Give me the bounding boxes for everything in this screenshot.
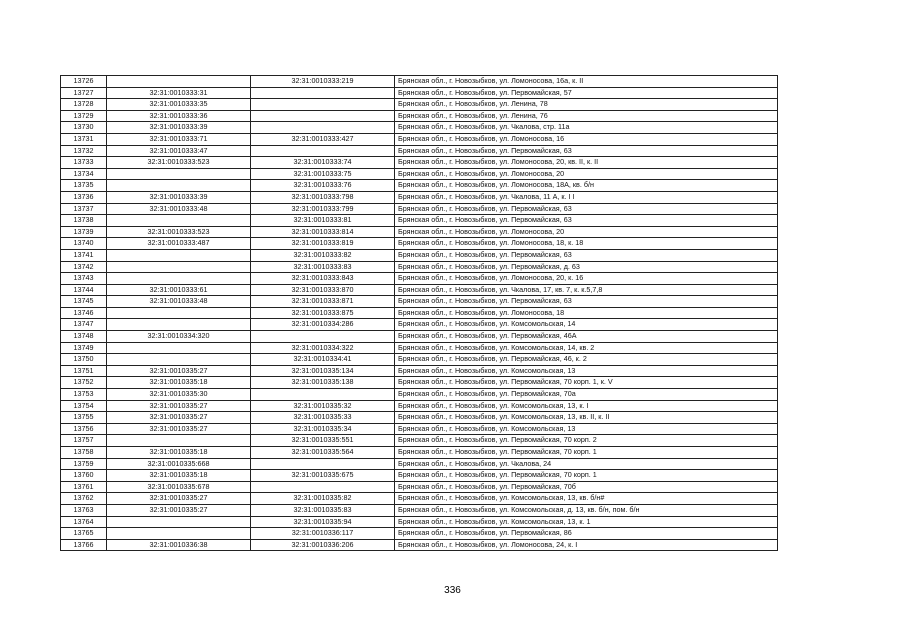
row-number-cell: 13727 [61, 87, 107, 99]
row-number-cell: 13735 [61, 180, 107, 192]
address-cell: Брянская обл., г. Новозыбков, ул. Первомайская, 46, к. 2 [395, 354, 778, 366]
land-cadastral-number-cell: 32:31:0010333:47 [107, 145, 251, 157]
building-cadastral-number-cell [251, 145, 395, 157]
address-cell: Брянская обл., г. Новозыбков, ул. Комсомольская, 13, к. 1 [395, 516, 778, 528]
row-number-cell: 13731 [61, 133, 107, 145]
building-cadastral-number-cell: 32:31:0010335:33 [251, 412, 395, 424]
land-cadastral-number-cell: 32:31:0010335:18 [107, 470, 251, 482]
address-cell: Брянская обл., г. Новозыбков, ул. Первомайская, 63 [395, 145, 778, 157]
building-cadastral-number-cell [251, 87, 395, 99]
table-row [61, 423, 778, 435]
land-cadastral-number-cell: 32:31:0010333:48 [107, 296, 251, 308]
row-number-cell: 13743 [61, 273, 107, 285]
building-cadastral-number-cell: 32:31:0010333:875 [251, 307, 395, 319]
row-number-cell: 13749 [61, 342, 107, 354]
building-cadastral-number-cell: 32:31:0010333:76 [251, 180, 395, 192]
row-number-cell: 13734 [61, 168, 107, 180]
table-row [61, 76, 778, 88]
address-cell: Брянская обл., г. Новозыбков, ул. Комсомольская, 14 [395, 319, 778, 331]
table-row [61, 226, 778, 238]
address-cell: Брянская обл., г. Новозыбков, ул. Первомайская, 70 корп. 2 [395, 435, 778, 447]
land-cadastral-number-cell: 32:31:0010333:487 [107, 238, 251, 250]
land-cadastral-number-cell: 32:31:0010333:31 [107, 87, 251, 99]
table-row [61, 99, 778, 111]
land-cadastral-number-cell: 32:31:0010333:48 [107, 203, 251, 215]
address-cell: Брянская обл., г. Новозыбков, ул. Комсомольская, 13, к. I [395, 400, 778, 412]
building-cadastral-number-cell: 32:31:0010333:81 [251, 215, 395, 227]
table-row [61, 400, 778, 412]
building-cadastral-number-cell: 32:31:0010333:843 [251, 273, 395, 285]
table-row [61, 504, 778, 516]
address-cell: Брянская обл., г. Новозыбков, ул. Ломоносова, 16а, к. II [395, 76, 778, 88]
land-cadastral-number-cell [107, 273, 251, 285]
land-cadastral-number-cell: 32:31:0010335:27 [107, 365, 251, 377]
land-cadastral-number-cell: 32:31:0010333:39 [107, 122, 251, 134]
row-number-cell: 13753 [61, 389, 107, 401]
address-cell: Брянская обл., г. Новозыбков, ул. Комсомольская, 14, кв. 2 [395, 342, 778, 354]
table-row [61, 412, 778, 424]
row-number-cell: 13758 [61, 447, 107, 459]
building-cadastral-number-cell [251, 99, 395, 111]
building-cadastral-number-cell: 32:31:0010335:134 [251, 365, 395, 377]
building-cadastral-number-cell: 32:31:0010333:798 [251, 191, 395, 203]
row-number-cell: 13757 [61, 435, 107, 447]
address-cell: Брянская обл., г. Новозыбков, ул. Ломоносова, 20, кв. II, к. II [395, 157, 778, 169]
land-cadastral-number-cell: 32:31:0010333:523 [107, 226, 251, 238]
row-number-cell: 13766 [61, 539, 107, 551]
land-cadastral-number-cell: 32:31:0010335:27 [107, 412, 251, 424]
table-row [61, 87, 778, 99]
table-row [61, 122, 778, 134]
row-number-cell: 13763 [61, 504, 107, 516]
table-row [61, 203, 778, 215]
table-row [61, 238, 778, 250]
address-cell: Брянская обл., г. Новозыбков, ул. Ломоносова, 18 [395, 307, 778, 319]
address-cell: Брянская обл., г. Новозыбков, ул. Ломоносова, 20 [395, 226, 778, 238]
land-cadastral-number-cell [107, 307, 251, 319]
table-row [61, 539, 778, 551]
building-cadastral-number-cell: 32:31:0010333:427 [251, 133, 395, 145]
row-number-cell: 13730 [61, 122, 107, 134]
address-cell: Брянская обл., г. Новозыбков, ул. Ломоносова, 16 [395, 133, 778, 145]
building-cadastral-number-cell: 32:31:0010335:34 [251, 423, 395, 435]
table-row [61, 342, 778, 354]
address-cell: Брянская обл., г. Новозыбков, ул. Ломоносова, 20 [395, 168, 778, 180]
land-cadastral-number-cell: 32:31:0010335:18 [107, 447, 251, 459]
property-register-table [60, 75, 778, 551]
building-cadastral-number-cell: 32:31:0010333:814 [251, 226, 395, 238]
table-row [61, 389, 778, 401]
table-row [61, 365, 778, 377]
building-cadastral-number-cell: 32:31:0010333:870 [251, 284, 395, 296]
address-cell: Брянская обл., г. Новозыбков, ул. Первомайская, 63 [395, 296, 778, 308]
address-cell: Брянская обл., г. Новозыбков, ул. Чкалова, стр. 11а [395, 122, 778, 134]
row-number-cell: 13733 [61, 157, 107, 169]
land-cadastral-number-cell [107, 319, 251, 331]
table-row [61, 261, 778, 273]
table-row [61, 273, 778, 285]
land-cadastral-number-cell: 32:31:0010335:27 [107, 400, 251, 412]
row-number-cell: 13728 [61, 99, 107, 111]
land-cadastral-number-cell [107, 215, 251, 227]
table-row [61, 110, 778, 122]
address-cell: Брянская обл., г. Новозыбков, ул. Первомайская, 63 [395, 203, 778, 215]
building-cadastral-number-cell: 32:31:0010335:32 [251, 400, 395, 412]
address-cell: Брянская обл., г. Новозыбков, ул. Первомайская, 46А [395, 331, 778, 343]
row-number-cell: 13746 [61, 307, 107, 319]
table-row [61, 331, 778, 343]
table-row [61, 470, 778, 482]
row-number-cell: 13751 [61, 365, 107, 377]
land-cadastral-number-cell: 32:31:0010335:27 [107, 423, 251, 435]
building-cadastral-number-cell: 32:31:0010333:82 [251, 249, 395, 261]
row-number-cell: 13748 [61, 331, 107, 343]
address-cell: Брянская обл., г. Новозыбков, ул. Первомайская, 57 [395, 87, 778, 99]
building-cadastral-number-cell [251, 481, 395, 493]
building-cadastral-number-cell: 32:31:0010334:322 [251, 342, 395, 354]
building-cadastral-number-cell: 32:31:0010335:94 [251, 516, 395, 528]
table-row [61, 168, 778, 180]
table-row [61, 215, 778, 227]
table-row [61, 447, 778, 459]
address-cell: Брянская обл., г. Новозыбков, ул. Комсомольская, 13, кв. II, к. II [395, 412, 778, 424]
building-cadastral-number-cell: 32:31:0010333:75 [251, 168, 395, 180]
building-cadastral-number-cell [251, 331, 395, 343]
table-row [61, 145, 778, 157]
building-cadastral-number-cell: 32:31:0010336:206 [251, 539, 395, 551]
building-cadastral-number-cell: 32:31:0010336:117 [251, 528, 395, 540]
building-cadastral-number-cell: 32:31:0010334:41 [251, 354, 395, 366]
building-cadastral-number-cell: 32:31:0010333:74 [251, 157, 395, 169]
table-row [61, 296, 778, 308]
row-number-cell: 13750 [61, 354, 107, 366]
address-cell: Брянская обл., г. Новозыбков, ул. Ломоносова, 18, к. 18 [395, 238, 778, 250]
address-cell: Брянская обл., г. Новозыбков, ул. Комсомольская, 13 [395, 423, 778, 435]
row-number-cell: 13765 [61, 528, 107, 540]
land-cadastral-number-cell: 32:31:0010333:61 [107, 284, 251, 296]
land-cadastral-number-cell: 32:31:0010333:35 [107, 99, 251, 111]
address-cell: Брянская обл., г. Новозыбков, ул. Комсомольская, 13, кв. б/н# [395, 493, 778, 505]
building-cadastral-number-cell: 32:31:0010333:799 [251, 203, 395, 215]
land-cadastral-number-cell: 32:31:0010335:668 [107, 458, 251, 470]
table-row [61, 516, 778, 528]
address-cell: Брянская обл., г. Новозыбков, ул. Чкалова, 11 А, к. I I [395, 191, 778, 203]
row-number-cell: 13739 [61, 226, 107, 238]
address-cell: Брянская обл., г. Новозыбков, ул. Первомайская, 63 [395, 215, 778, 227]
building-cadastral-number-cell: 32:31:0010335:564 [251, 447, 395, 459]
table-body [61, 76, 778, 551]
land-cadastral-number-cell: 32:31:0010336:38 [107, 539, 251, 551]
row-number-cell: 13738 [61, 215, 107, 227]
table-row [61, 481, 778, 493]
land-cadastral-number-cell [107, 180, 251, 192]
land-cadastral-number-cell [107, 261, 251, 273]
address-cell: Брянская обл., г. Новозыбков, ул. Первомайская, 70б [395, 481, 778, 493]
address-cell: Брянская обл., г. Новозыбков, ул. Первомайская, 70 корп. 1 [395, 470, 778, 482]
row-number-cell: 13729 [61, 110, 107, 122]
table-row [61, 157, 778, 169]
row-number-cell: 13745 [61, 296, 107, 308]
land-cadastral-number-cell: 32:31:0010335:18 [107, 377, 251, 389]
address-cell: Брянская обл., г. Новозыбков, ул. Чкалова, 24 [395, 458, 778, 470]
address-cell: Брянская обл., г. Новозыбков, ул. Ломоносова, 24, к. I [395, 539, 778, 551]
row-number-cell: 13761 [61, 481, 107, 493]
land-cadastral-number-cell: 32:31:0010333:39 [107, 191, 251, 203]
address-cell: Брянская обл., г. Новозыбков, ул. Комсомольская, д. 13, кв. б/н, пом. б/н [395, 504, 778, 516]
table-row [61, 249, 778, 261]
address-cell: Брянская обл., г. Новозыбков, ул. Чкалова, 17, кв. 7, к. к.5,7,8 [395, 284, 778, 296]
row-number-cell: 13756 [61, 423, 107, 435]
land-cadastral-number-cell [107, 516, 251, 528]
land-cadastral-number-cell: 32:31:0010333:36 [107, 110, 251, 122]
table-row [61, 377, 778, 389]
land-cadastral-number-cell [107, 249, 251, 261]
row-number-cell: 13762 [61, 493, 107, 505]
address-cell: Брянская обл., г. Новозыбков, ул. Первомайская, 70 корп. 1 [395, 447, 778, 459]
row-number-cell: 13740 [61, 238, 107, 250]
table-row [61, 191, 778, 203]
land-cadastral-number-cell: 32:31:0010334:320 [107, 331, 251, 343]
table-row [61, 307, 778, 319]
building-cadastral-number-cell: 32:31:0010335:138 [251, 377, 395, 389]
address-cell: Брянская обл., г. Новозыбков, ул. Первомайская, 70а [395, 389, 778, 401]
table-row [61, 435, 778, 447]
land-cadastral-number-cell [107, 168, 251, 180]
address-cell: Брянская обл., г. Новозыбков, ул. Ломоносова, 18А, кв. б/н [395, 180, 778, 192]
building-cadastral-number-cell: 32:31:0010333:871 [251, 296, 395, 308]
land-cadastral-number-cell: 32:31:0010333:71 [107, 133, 251, 145]
row-number-cell: 13726 [61, 76, 107, 88]
address-cell: Брянская обл., г. Новозыбков, ул. Первомайская, 63 [395, 249, 778, 261]
building-cadastral-number-cell: 32:31:0010333:819 [251, 238, 395, 250]
table-row [61, 493, 778, 505]
address-cell: Брянская обл., г. Новозыбков, ул. Ленина, 78 [395, 99, 778, 111]
land-cadastral-number-cell [107, 435, 251, 447]
address-cell: Брянская обл., г. Новозыбков, ул. Первомайская, д. 63 [395, 261, 778, 273]
row-number-cell: 13737 [61, 203, 107, 215]
row-number-cell: 13732 [61, 145, 107, 157]
building-cadastral-number-cell [251, 122, 395, 134]
land-cadastral-number-cell: 32:31:0010333:523 [107, 157, 251, 169]
row-number-cell: 13742 [61, 261, 107, 273]
table-row [61, 458, 778, 470]
address-cell: Брянская обл., г. Новозыбков, ул. Первомайская, 70 корп. 1, к. V [395, 377, 778, 389]
row-number-cell: 13736 [61, 191, 107, 203]
row-number-cell: 13764 [61, 516, 107, 528]
table-row [61, 319, 778, 331]
building-cadastral-number-cell: 32:31:0010333:219 [251, 76, 395, 88]
land-cadastral-number-cell [107, 354, 251, 366]
building-cadastral-number-cell [251, 389, 395, 401]
land-cadastral-number-cell [107, 76, 251, 88]
land-cadastral-number-cell [107, 342, 251, 354]
table-row [61, 528, 778, 540]
row-number-cell: 13760 [61, 470, 107, 482]
address-cell: Брянская обл., г. Новозыбков, ул. Первомайская, 86 [395, 528, 778, 540]
address-cell: Брянская обл., г. Новозыбков, ул. Ленина, 76 [395, 110, 778, 122]
land-cadastral-number-cell: 32:31:0010335:27 [107, 504, 251, 516]
row-number-cell: 13747 [61, 319, 107, 331]
building-cadastral-number-cell: 32:31:0010334:286 [251, 319, 395, 331]
land-cadastral-number-cell: 32:31:0010335:30 [107, 389, 251, 401]
row-number-cell: 13741 [61, 249, 107, 261]
row-number-cell: 13755 [61, 412, 107, 424]
building-cadastral-number-cell [251, 458, 395, 470]
address-cell: Брянская обл., г. Новозыбков, ул. Ломоносова, 20, к. 16 [395, 273, 778, 285]
building-cadastral-number-cell: 32:31:0010335:675 [251, 470, 395, 482]
land-cadastral-number-cell [107, 528, 251, 540]
building-cadastral-number-cell: 32:31:0010335:82 [251, 493, 395, 505]
row-number-cell: 13752 [61, 377, 107, 389]
row-number-cell: 13759 [61, 458, 107, 470]
land-cadastral-number-cell: 32:31:0010335:678 [107, 481, 251, 493]
building-cadastral-number-cell [251, 110, 395, 122]
building-cadastral-number-cell: 32:31:0010333:83 [251, 261, 395, 273]
row-number-cell: 13754 [61, 400, 107, 412]
table-row [61, 284, 778, 296]
table-row [61, 180, 778, 192]
page-number: 336 [444, 585, 461, 596]
land-cadastral-number-cell: 32:31:0010335:27 [107, 493, 251, 505]
table-row [61, 354, 778, 366]
building-cadastral-number-cell: 32:31:0010335:551 [251, 435, 395, 447]
building-cadastral-number-cell: 32:31:0010335:83 [251, 504, 395, 516]
row-number-cell: 13744 [61, 284, 107, 296]
address-cell: Брянская обл., г. Новозыбков, ул. Комсомольская, 13 [395, 365, 778, 377]
table-row [61, 133, 778, 145]
